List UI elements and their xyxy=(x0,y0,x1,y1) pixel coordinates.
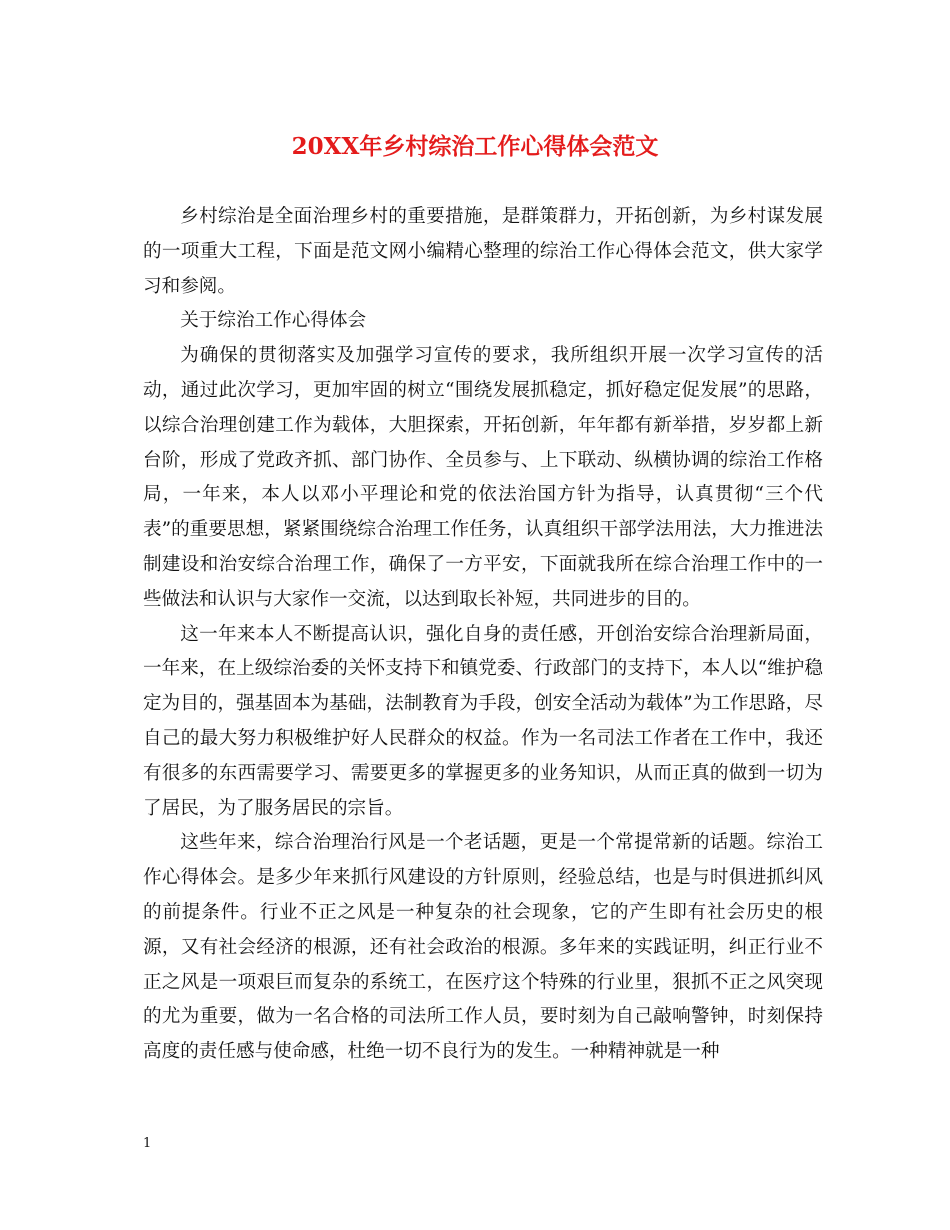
document-body xyxy=(143,200,823,1070)
paragraph-intro: 乡村综治是全面治理乡村的重要措施，是群策群力，开拓创新，为乡村谋发展的一项重大工程，下面是范文网小编精心整理的综治工作心得体会范文，供大家学习和参阅。 xyxy=(143,206,823,297)
section-heading: 关于综治工作心得体会 xyxy=(180,310,367,332)
paragraph-learning: 为确保的贯彻落实及加强学习宣传的要求，我所组织开展一次学习宣传的活动，通过此次学习，更加牢固的树立“围绕发展抓稳定，抓好稳定促发展”的思路，以综合治理创建工作为载体，大胆探索，开拓创新，年年都有新举措，岁岁都上新台阶，形成了党政齐抓、部门协作、全员参与、上下联动、纵横协调的综治工作格局，一年来，本人以邓小平理论和党的依法治国方针为指导，认真贯彻“三个代表”的重要思想，紧紧围绕综合治理工作任务，认真组织干部学法用法，大力推进法制建设和治安综合治理工作，确保了一方平安，下面就我所在综合治理工作中的一些做法和认识与大家作一交流，以达到取长补短，共同进步的目的。 xyxy=(143,345,823,610)
page-number: 1 xyxy=(143,1136,152,1151)
paragraph-industry-style: 这些年来，综合治理治行风是一个老话题，更是一个常提常新的话题。综治工作心得体会。是多少年来抓行风建设的方针原则，经验总结，也是与时俱进抓纠风的前提条件。行业不正之风是一种复杂的社会现象，它的产生即有社会历史的根源，又有社会经济的根源，还有社会政治的根源。多年来的实践证明，纠正行业不正之风是一项艰巨而复杂的系统工，在医疗这个特殊的行业里，狠抓不正之风突现的尤为重要，做为一名合格的司法所工作人员，要时刻为自己敲响警钟，时刻保持高度的责任感与使命感，杜绝一切不良行为的发生。一种精神就是一种 xyxy=(143,832,823,1063)
document-title: 20XX年乡村综治工作心得体会范文 xyxy=(291,133,659,160)
paragraph-year-review: 这一年来本人不断提高认识，强化自身的责任感，开创治安综合治理新局面，一年来，在上级综治委的关怀支持下和镇党委、行政部门的支持下，本人以“维护稳定为目的，强基固本为基础，法制教育为手段，创安全活动为载体”为工作思路，尽自己的最大努力积极维护好人民群众的权益。作为一名司法工作者在工作中，我还有很多的东西需要学习、需要更多的掌握更多的业务知识，从而正真的做到一切为了居民，为了服务居民的宗旨。 xyxy=(143,623,823,819)
